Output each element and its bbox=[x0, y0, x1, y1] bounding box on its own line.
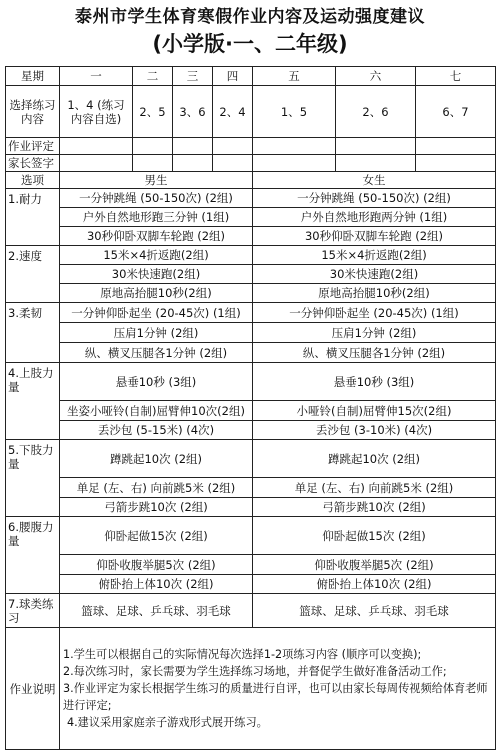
signature-cell bbox=[416, 155, 496, 172]
boys-exercise: 俯卧抬上体10次 (2组) bbox=[60, 575, 253, 594]
column-header-row bbox=[6, 172, 496, 189]
boys-exercise: 单足 (左、右) 向前跳5米 (2组) bbox=[60, 478, 253, 498]
section-label: 1.耐力 bbox=[6, 189, 60, 246]
signature-cell bbox=[253, 155, 336, 172]
column-girls: 女生 bbox=[253, 172, 496, 189]
section-label: 5.下肢力量 bbox=[6, 440, 60, 517]
evaluation-cell bbox=[173, 138, 213, 155]
exercise-row bbox=[6, 401, 496, 421]
choice-day-6: 2、6 bbox=[336, 86, 416, 138]
signature-cell bbox=[213, 155, 253, 172]
boys-exercise: 纵、横叉压腿各1分钟 (2组) bbox=[60, 343, 253, 363]
girls-exercise: 压肩1分钟 (2组) bbox=[253, 323, 496, 343]
notes-content bbox=[60, 628, 496, 750]
boys-exercise: 仰卧起做15次 (2组) bbox=[60, 517, 253, 555]
signature-cell bbox=[173, 155, 213, 172]
evaluation-cell bbox=[253, 138, 336, 155]
boys-exercise: 30米快速跑(2组) bbox=[60, 265, 253, 284]
note-line-4: 4.建议采用家庭亲子游戏形式展开练习。 bbox=[67, 716, 268, 729]
girls-exercise: 仰卧起做15次 (2组) bbox=[253, 517, 496, 555]
girls-exercise: 蹲跳起10次 (2组) bbox=[253, 440, 496, 478]
girls-exercise: 俯卧抬上体10次 (2组) bbox=[253, 575, 496, 594]
boys-exercise: 蹲跳起10次 (2组) bbox=[60, 440, 253, 478]
boys-exercise: 篮球、足球、乒乓球、羽毛球 bbox=[60, 594, 253, 628]
notes-label: 作业说明 bbox=[6, 628, 60, 750]
boys-exercise: 丢沙包 (5-15米) (4次) bbox=[60, 421, 253, 440]
boys-exercise: 一分钟仰卧起坐 (20-45次) (1组) bbox=[60, 303, 253, 323]
choice-day-4: 2、4 bbox=[213, 86, 253, 138]
girls-exercise: 篮球、足球、乒乓球、羽毛球 bbox=[253, 594, 496, 628]
signature-cell bbox=[60, 155, 133, 172]
signature-row bbox=[6, 155, 496, 172]
exercise-row bbox=[6, 323, 496, 343]
signature-cell bbox=[336, 155, 416, 172]
girls-exercise: 单足 (左、右) 向前跳5米 (2组) bbox=[253, 478, 496, 498]
boys-exercise: 坐姿小哑铃(自制)屈臂伸10次(2组) bbox=[60, 401, 253, 421]
weekday-1: 一 bbox=[60, 67, 133, 86]
exercise-row bbox=[6, 303, 496, 323]
boys-exercise: 户外自然地形跑三分钟 (1组) bbox=[60, 208, 253, 227]
exercise-row bbox=[6, 246, 496, 265]
note-line-3: 3.作业评定为家长根据学生练习的质量进行自评，也可以由家长每周传视频给体育老师进行评定; bbox=[63, 682, 488, 712]
exercise-row bbox=[6, 498, 496, 517]
column-item: 选项 bbox=[6, 172, 60, 189]
girls-exercise: 30秒仰卧双脚车轮跑 (2组) bbox=[253, 227, 496, 246]
exercise-row bbox=[6, 421, 496, 440]
boys-exercise: 仰卧收腹举腿5次 (2组) bbox=[60, 555, 253, 575]
exercise-row bbox=[6, 265, 496, 284]
choice-day-1: 1、4 (练习内容自选) bbox=[60, 86, 133, 138]
girls-exercise: 户外自然地形跑两分钟 (1组) bbox=[253, 208, 496, 227]
weekday-5: 五 bbox=[253, 67, 336, 86]
exercise-row bbox=[6, 208, 496, 227]
exercise-row bbox=[6, 594, 496, 628]
boys-exercise: 30秒仰卧双脚车轮跑 (2组) bbox=[60, 227, 253, 246]
girls-exercise: 一分钟跳绳 (50-150次) (2组) bbox=[253, 189, 496, 208]
evaluation-cell bbox=[133, 138, 173, 155]
boys-exercise: 压肩1分钟 (2组) bbox=[60, 323, 253, 343]
exercise-row bbox=[6, 555, 496, 575]
weekday-7: 七 bbox=[416, 67, 496, 86]
choice-row bbox=[6, 86, 496, 138]
exercise-row bbox=[6, 478, 496, 498]
choice-day-5: 1、5 bbox=[253, 86, 336, 138]
signature-cell bbox=[133, 155, 173, 172]
boys-exercise: 原地高抬腿10秒(2组) bbox=[60, 284, 253, 303]
boys-exercise: 悬垂10秒 (3组) bbox=[60, 363, 253, 401]
exercise-row bbox=[6, 575, 496, 594]
girls-exercise: 30米快速跑(2组) bbox=[253, 265, 496, 284]
exercise-row bbox=[6, 517, 496, 555]
section-label: 7.球类练习 bbox=[6, 594, 60, 628]
page-title: 泰州市学生体育寒假作业内容及运动强度建议 bbox=[75, 7, 425, 27]
exercise-row bbox=[6, 363, 496, 401]
weekday-row bbox=[6, 67, 496, 86]
exercise-row bbox=[6, 189, 496, 208]
signature-label: 家长签字 bbox=[6, 155, 60, 172]
girls-exercise: 小哑铃(自制)屈臂伸15次(2组) bbox=[253, 401, 496, 421]
weekday-3: 三 bbox=[173, 67, 213, 86]
notes-row bbox=[6, 628, 496, 750]
homework-table bbox=[5, 66, 496, 750]
girls-exercise: 原地高抬腿10秒(2组) bbox=[253, 284, 496, 303]
section-label: 2.速度 bbox=[6, 246, 60, 303]
section-label: 3.柔韧 bbox=[6, 303, 60, 363]
choice-day-2: 2、5 bbox=[133, 86, 173, 138]
choice-day-3: 3、6 bbox=[173, 86, 213, 138]
girls-exercise: 仰卧收腹举腿5次 (2组) bbox=[253, 555, 496, 575]
choice-label: 选择练习内容 bbox=[6, 86, 60, 138]
page-subtitle: (小学版·一、二年级) bbox=[152, 32, 348, 56]
note-line-2: 2.每次练习时，家长需要为学生选择练习场地，并督促学生做好准备活动工作; bbox=[63, 665, 447, 678]
exercise-sections bbox=[6, 189, 496, 628]
evaluation-cell bbox=[416, 138, 496, 155]
girls-exercise: 弓箭步跳10次 (2组) bbox=[253, 498, 496, 517]
exercise-row bbox=[6, 440, 496, 478]
boys-exercise: 弓箭步跳10次 (2组) bbox=[60, 498, 253, 517]
weekday-6: 六 bbox=[336, 67, 416, 86]
evaluation-row bbox=[6, 138, 496, 155]
evaluation-cell bbox=[336, 138, 416, 155]
weekday-label: 星期 bbox=[6, 67, 60, 86]
evaluation-label: 作业评定 bbox=[6, 138, 60, 155]
column-boys: 男生 bbox=[60, 172, 253, 189]
girls-exercise: 悬垂10秒 (3组) bbox=[253, 363, 496, 401]
girls-exercise: 丢沙包 (3-10米) (4次) bbox=[253, 421, 496, 440]
choice-day-7: 6、7 bbox=[416, 86, 496, 138]
boys-exercise: 15米×4折返跑(2组) bbox=[60, 246, 253, 265]
boys-exercise: 一分钟跳绳 (50-150次) (2组) bbox=[60, 189, 253, 208]
evaluation-cell bbox=[60, 138, 133, 155]
girls-exercise: 一分钟仰卧起坐 (20-45次) (1组) bbox=[253, 303, 496, 323]
section-label: 4.上肢力量 bbox=[6, 363, 60, 440]
girls-exercise: 纵、横叉压腿各1分钟 (2组) bbox=[253, 343, 496, 363]
note-line-1: 1.学生可以根据自己的实际情况每次选择1-2项练习内容 (顺序可以变换); bbox=[63, 648, 422, 661]
weekday-4: 四 bbox=[213, 67, 253, 86]
section-label: 6.腰腹力量 bbox=[6, 517, 60, 594]
exercise-row bbox=[6, 284, 496, 303]
girls-exercise: 15米×4折返跑(2组) bbox=[253, 246, 496, 265]
evaluation-cell bbox=[213, 138, 253, 155]
exercise-row bbox=[6, 343, 496, 363]
exercise-row bbox=[6, 227, 496, 246]
weekday-2: 二 bbox=[133, 67, 173, 86]
